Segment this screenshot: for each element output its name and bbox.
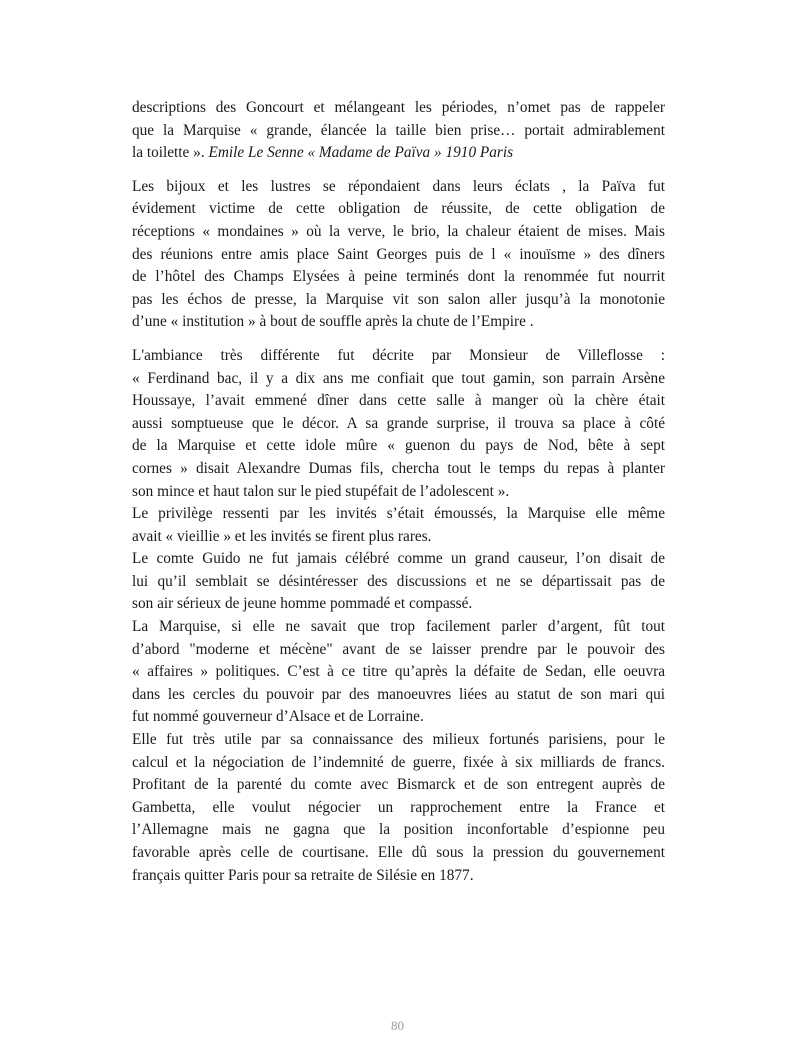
- text-line: cornes » disait Alexandre Dumas fils, chercha tout le temps du repas à planter: [132, 459, 665, 477]
- paragraph-goncourt: [132, 97, 665, 165]
- text-line: dans les cercles du pouvoir par des manoeuvres liées au statut de son mari qui: [132, 685, 665, 703]
- text-line: lui qu’il semblait se désintéresser des discussions et ne se départissait pas de: [132, 572, 665, 590]
- text-line: favorable après celle de courtisane. Elle dû sous la pression du gouvernement: [132, 844, 665, 861]
- text-line: de l’hôtel des Champs Elysées à peine terminés dont la renommée fut nourrit: [132, 268, 665, 286]
- text-line: son mince et haut talon sur le pied stupéfait de l’adolescent ».: [132, 482, 510, 500]
- text-line: pas les échos de presse, la Marquise vit son salon aller jusqu’à la monotonie: [132, 290, 665, 308]
- text-line: Elle fut très utile par sa connaissance des milieux fortunés parisiens, pour le: [132, 731, 665, 749]
- text-line: « affaires » politiques. C’est à ce titre qu’après la défaite de Sedan, elle oeuvra: [132, 663, 665, 681]
- text-line-plain: la toilette ».: [132, 144, 209, 162]
- text-line: Houssaye, l’avait emmené dîner dans cette salle à manger où la chère était: [132, 392, 665, 410]
- text-line: réceptions « mondaines » où la verve, le brio, la chaleur étaient de mises. Mais: [132, 222, 665, 240]
- text-line: son air sérieux de jeune homme pommadé et compassé.: [132, 595, 473, 613]
- text-line: [132, 142, 665, 165]
- text-line: évidement victime de cette obligation de réussite, de cette obligation de: [132, 200, 665, 218]
- text-line: aussi somptueuse que le décor. A sa grande surprise, il trouva sa place à côté: [132, 414, 665, 432]
- page-number: 80: [391, 1018, 404, 1033]
- text-line: fut nommé gouverneur d’Alsace et de Lorraine.: [132, 708, 424, 726]
- text-line: « Ferdinand bac, il y a dix ans me confiait que tout gamin, son parrain Arsène: [132, 369, 665, 387]
- text-line: de la Marquise et cette idole mûre « guenon du pays de Nod, bête à sept: [132, 437, 665, 455]
- text-line: Le privilège ressenti par les invités s’était émoussés, la Marquise elle même: [132, 505, 665, 523]
- text-line: d’abord "moderne et mécène" avant de se laisser prendre par le pouvoir des: [132, 640, 665, 658]
- text-line: La Marquise, si elle ne savait que trop facilement parler d’argent, fût tout: [132, 618, 665, 636]
- text-line: L'ambiance très différente fut décrite par Monsieur de Villeflosse :: [132, 346, 665, 364]
- paragraph-bijoux: [132, 176, 665, 334]
- text-line: Les bijoux et les lustres se répondaient dans leurs éclats , la Païva fut: [132, 177, 665, 195]
- text-line: avait « vieillie » et les invités se firent plus rares.: [132, 527, 432, 545]
- text-line: Le comte Guido ne fut jamais célébré comme un grand causeur, l’on disait de: [132, 550, 665, 568]
- text-line: l’Allemagne mais ne gagna que la position inconfortable d’espionne peu: [132, 821, 665, 839]
- text-line: descriptions des Goncourt et mélangeant les périodes, n’omet pas de rappeler: [132, 99, 665, 116]
- text-line: que la Marquise « grande, élancée la taille bien prise… portait admirablement: [132, 121, 665, 139]
- text-line: Profitant de la parenté du comte avec Bismarck et de son entregent auprès de: [132, 776, 665, 794]
- text-line: français quitter Paris pour sa retraite de Silésie en 1877.: [132, 866, 474, 884]
- paragraph-ambiance: [132, 345, 665, 887]
- text-line: Gambetta, elle voulut négocier un rapprochement entre la France et: [132, 798, 665, 816]
- text-line: d’une « institution » à bout de souffle après la chute de l’Empire .: [132, 313, 534, 331]
- citation: Emile Le Senne « Madame de Païva » 1910 Paris: [208, 144, 514, 162]
- text-line: des réunions entre amis place Saint Georges puis de l « inouïsme » des dîners: [132, 245, 665, 263]
- document-body: [132, 97, 665, 887]
- text-line: calcul et la négociation de l’indemnité de guerre, fixée à six milliards de francs.: [132, 753, 665, 771]
